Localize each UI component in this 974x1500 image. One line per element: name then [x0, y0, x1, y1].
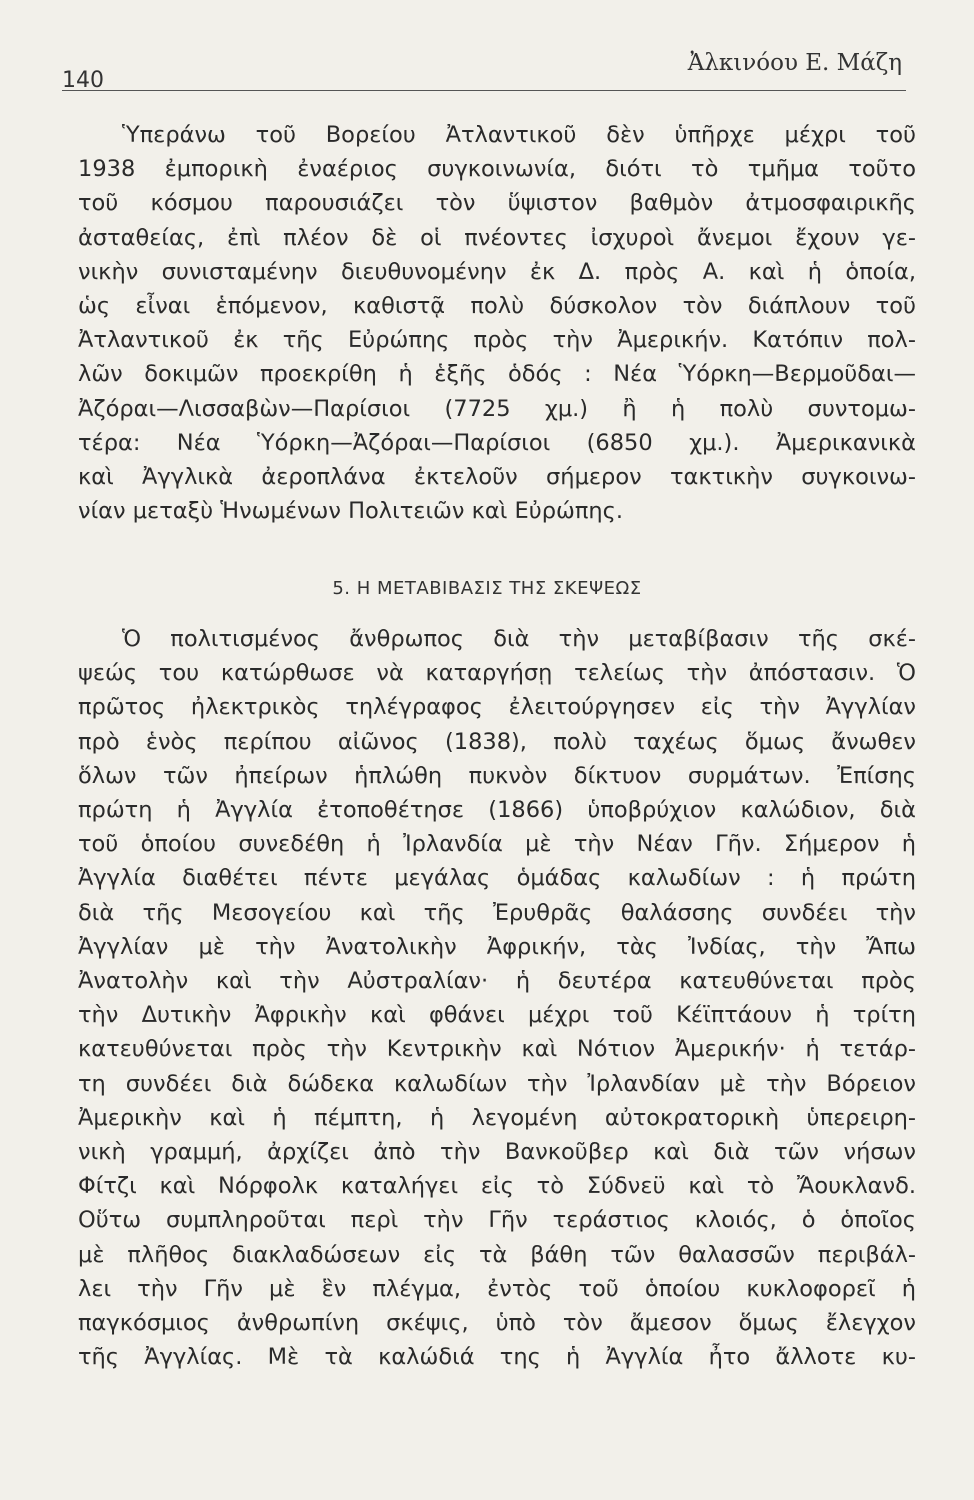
- page-number: 140: [62, 68, 104, 93]
- text-line: Ἀμερικὴν καὶ ἡ πέμπτη, ἡ λεγομένη αὐτοκρατορικὴ ὑπερειρη-: [78, 1104, 916, 1131]
- paragraph-atlantic-air-routes: [78, 118, 916, 528]
- text-line: Ἀνατολὴν καὶ τὴν Αὐστραλίαν· ἡ δευτέρα κατευθύνεται πρὸς: [78, 968, 916, 995]
- text-line: πρώτη ἡ Ἀγγλία ἐτοποθέτησε (1866) ὑποβρύχιον καλώδιον, διὰ: [78, 797, 916, 824]
- running-title: Ἀλκινόου Ε. Μάζη: [687, 50, 902, 76]
- text-line: Ἀγγλία διαθέτει πέντε μεγάλας ὁμάδας καλωδίων : ἡ πρώτη: [78, 865, 916, 892]
- text-line: Ἀτλαντικοῦ ἐκ τῆς Εὐρώπης πρὸς τὴν Ἀμερικήν. Κατόπιν πολ-: [78, 327, 916, 354]
- text-line: λῶν δοκιμῶν προεκρίθη ἡ ἑξῆς ὁδός : Νέα Ὑόρκη—Βερμοῦδαι—: [78, 361, 916, 388]
- text-line: Φίτζι καὶ Νόρφολκ καταλήγει εἰς τὸ Σύδνεϋ καὶ τὸ Ἄουκλανδ.: [78, 1173, 916, 1200]
- header-rule: [62, 90, 906, 91]
- text-line: καὶ Ἀγγλικὰ ἀεροπλάνα ἐκτελοῦν σήμερον τακτικὴν συγκοινω-: [78, 464, 916, 491]
- paragraph-transmission-of-thought: [78, 622, 916, 1374]
- text-line: διὰ τῆς Μεσογείου καὶ τῆς Ἐρυθρᾶς θαλάσσης συνδέει τὴν: [78, 899, 916, 926]
- text-line: Ἀγγλίαν μὲ τὴν Ἀνατολικὴν Ἀφρικήν, τὰς Ἰνδίας, τὴν Ἄπω: [78, 933, 916, 960]
- text-line: λει τὴν Γῆν μὲ ἓν πλέγμα, ἐντὸς τοῦ ὁποίου κυκλοφορεῖ ἡ: [78, 1275, 916, 1302]
- text-line: Ὑπεράνω τοῦ Βορείου Ἀτλαντικοῦ δὲν ὑπῆρχε μέχρι τοῦ: [122, 122, 916, 148]
- text-line: Οὕτω συμπληροῦται περὶ τὴν Γῆν τεράστιος κλοιός, ὁ ὁποῖος: [78, 1207, 916, 1234]
- text-line: τοῦ ὁποίου συνεδέθη ἡ Ἰρλανδία μὲ τὴν Νέαν Γῆν. Σήμερον ἡ: [78, 831, 916, 858]
- text-line: ψεώς του κατώρθωσε νὰ καταργήσῃ τελείως τὴν ἀπόστασιν. Ὁ: [78, 660, 916, 687]
- text-line: ὅλων τῶν ἠπείρων ἡπλώθη πυκνὸν δίκτυον συρμάτων. Ἐπίσης: [78, 762, 916, 789]
- text-line: Ὁ πολιτισμένος ἄνθρωπος διὰ τὴν μεταβίβασιν τῆς σκέ-: [122, 626, 916, 652]
- text-line: νικὴ γραμμή, ἀρχίζει ἀπὸ τὴν Βανκοῦβερ καὶ διὰ τῶν νήσων: [78, 1139, 916, 1166]
- text-line: τοῦ κόσμου παρουσιάζει τὸν ὕψιστον βαθμὸν ἀτμοσφαιρικῆς: [78, 190, 916, 217]
- text-line: κατευθύνεται πρὸς τὴν Κεντρικὴν καὶ Νότιον Ἀμερικήν· ἡ τετάρ-: [78, 1036, 916, 1063]
- text-line: 1938 ἐμπορικὴ ἐναέριος συγκοινωνία, διότι τὸ τμῆμα τοῦτο: [78, 156, 916, 183]
- text-line: παγκόσμιος ἀνθρωπίνη σκέψις, ὑπὸ τὸν ἄμεσον ὅμως ἔλεγχον: [78, 1310, 916, 1337]
- text-line: πρὸ ἑνὸς περίπου αἰῶνος (1838), πολὺ ταχέως ὅμως ἄνωθεν: [78, 728, 916, 755]
- text-line: πρῶτος ἠλεκτρικὸς τηλέγραφος ἐλειτούργησεν εἰς τὴν Ἀγγλίαν: [78, 694, 916, 721]
- text-line: νίαν μεταξὺ Ἡνωμένων Πολιτειῶν καὶ Εὐρώπης.: [78, 498, 623, 525]
- text-line: ὡς εἶναι ἑπόμενον, καθιστᾷ πολὺ δύσκολον τὸν διάπλουν τοῦ: [78, 293, 916, 320]
- text-line: μὲ πλῆθος διακλαδώσεων εἰς τὰ βάθη τῶν θαλασσῶν περιβάλ-: [78, 1241, 916, 1268]
- text-line: τέρα: Νέα Ὑόρκη—Ἀζόραι—Παρίσιοι (6850 χμ.). Ἀμερικανικὰ: [78, 429, 916, 456]
- section-heading: 5. Η ΜΕΤΑΒΙΒΑΣΙΣ ΤΗΣ ΣΚΕΨΕΩΣ: [332, 578, 642, 599]
- text-line: τὴν Δυτικὴν Ἀφρικὴν καὶ φθάνει μέχρι τοῦ Κέϊπτάουν ἡ τρίτη: [78, 1002, 916, 1029]
- text-line: τῆς Ἀγγλίας. Μὲ τὰ καλώδιά της ἡ Ἀγγλία ἦτο ἄλλοτε κυ-: [78, 1344, 916, 1371]
- text-line: νικὴν συνισταμένην διευθυνομένην ἐκ Δ. πρὸς Α. καὶ ἡ ὁποία,: [78, 258, 916, 285]
- text-line: Ἀζόραι—Λισσαβὼν—Παρίσιοι (7725 χμ.) ἢ ἡ πολὺ συντομω-: [78, 395, 916, 422]
- text-line: τη συνδέει διὰ δώδεκα καλωδίων τὴν Ἰρλανδίαν μὲ τὴν Βόρειον: [78, 1070, 916, 1097]
- text-line: ἀσταθείας, ἐπὶ πλέον δὲ οἱ πνέοντες ἰσχυροὶ ἄνεμοι ἔχουν γε-: [78, 224, 916, 251]
